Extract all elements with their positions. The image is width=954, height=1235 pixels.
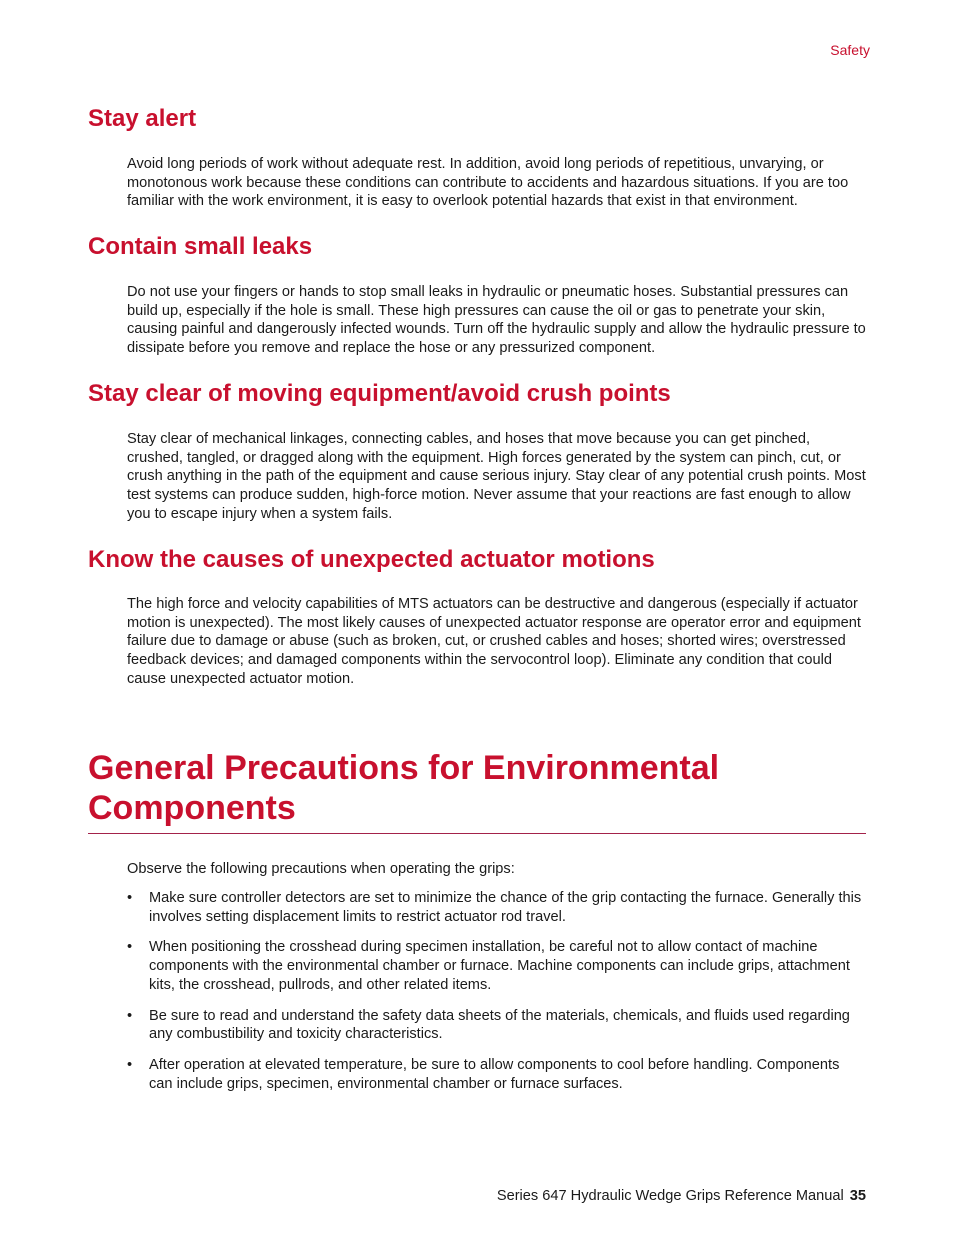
paragraph-stay-clear: Stay clear of mechanical linkages, connecting cables, and hoses that move because you can get pinched, crushed, tangled, or dragged along with the equipment. High forces generated by the system can pinch, cut, or crush anything in the path of the equipment and cause serious injury. Stay clear of any potential crush points. Most test systems can produce sudden, high-force motion. Never assume that your reactions are fast enough to allow you to escape injury when a system fails.: [127, 431, 866, 522]
bullet-icon: •: [127, 939, 133, 956]
footer-manual-title: Series 647 Hydraulic Wedge Grips Reference Manual: [496, 1188, 844, 1204]
paragraph-actuator-motions: The high force and velocity capabilities of MTS actuators can be destructive and dangerous (especially if actuator motion is unexpected). The most likely causes of unexpected actuator response are operator error and equipment failure due to damage or abuse (such as broken, cut, or crushed cables and hoses; shorted wires; overstressed feedback devices; and damaged components within the servocontrol loop). Eliminate any condition that could cause unexpected actuator motion.: [127, 596, 861, 687]
list-item-text: Be sure to read and understand the safety data sheets of the materials, chemicals, and fluids used regarding any combustibility and toxicity characteristics.: [149, 1007, 850, 1043]
list-item-text: After operation at elevated temperature, be sure to allow components to cool before handling. Components can include grips, specimen, environmental chamber or furnace surfaces.: [149, 1056, 840, 1092]
page-footer: [497, 1188, 866, 1204]
list-item-text: Make sure controller detectors are set to minimize the chance of the grip contacting the furnace. Generally this involves setting displacement limits to restrict actuator rod travel.: [149, 890, 862, 925]
heading-stay-clear: Stay clear of moving equipment/avoid crush points: [88, 380, 671, 407]
list-item-text: When positioning the crosshead during specimen installation, be careful not to allow contact of machine components with the environmental chamber or furnace. Machine components can include grips, attachment kits, the crosshead, pullrods, and other related items.: [149, 939, 850, 993]
paragraph-general-intro: Observe the following precautions when operating the grips:: [127, 861, 515, 877]
heading-stay-alert: Stay alert: [88, 105, 197, 132]
heading-actuator-motions: Know the causes of unexpected actuator motions: [88, 546, 655, 573]
bullet-icon: •: [127, 1056, 133, 1073]
section-title-general-precautions: General Precautions for Environmental Components: [88, 748, 866, 834]
heading-contain-small-leaks: Contain small leaks: [88, 233, 313, 260]
page-number: 35: [849, 1188, 866, 1204]
precautions-list: [127, 889, 866, 1105]
list-item: [127, 889, 866, 926]
list-item: [127, 938, 866, 994]
bullet-icon: •: [127, 890, 133, 906]
list-item: [127, 1056, 866, 1093]
paragraph-stay-alert: Avoid long periods of work without adequate rest. In addition, avoid long periods of repetitious, unvarying, or monotonous work because these conditions can contribute to accidents and hazardous situations. If you are too familiar with the work environment, it is easy to overlook potential hazards that exist in that environment.: [127, 156, 849, 210]
bullet-icon: •: [127, 1007, 133, 1024]
running-header-section: Safety: [830, 42, 870, 58]
list-item: [127, 1007, 866, 1044]
paragraph-contain-small-leaks: Do not use your fingers or hands to stop small leaks in hydraulic or pneumatic hoses. Substantial pressures can build up, especially if the hole is small. These high pressures can cause the oil or gas to penetrate your skin, causing painful and dangerously infected wounds. Turn off the hydraulic supply and allow the hydraulic pressure to dissipate before you remove and replace the hose or any pressurized component.: [127, 284, 866, 357]
